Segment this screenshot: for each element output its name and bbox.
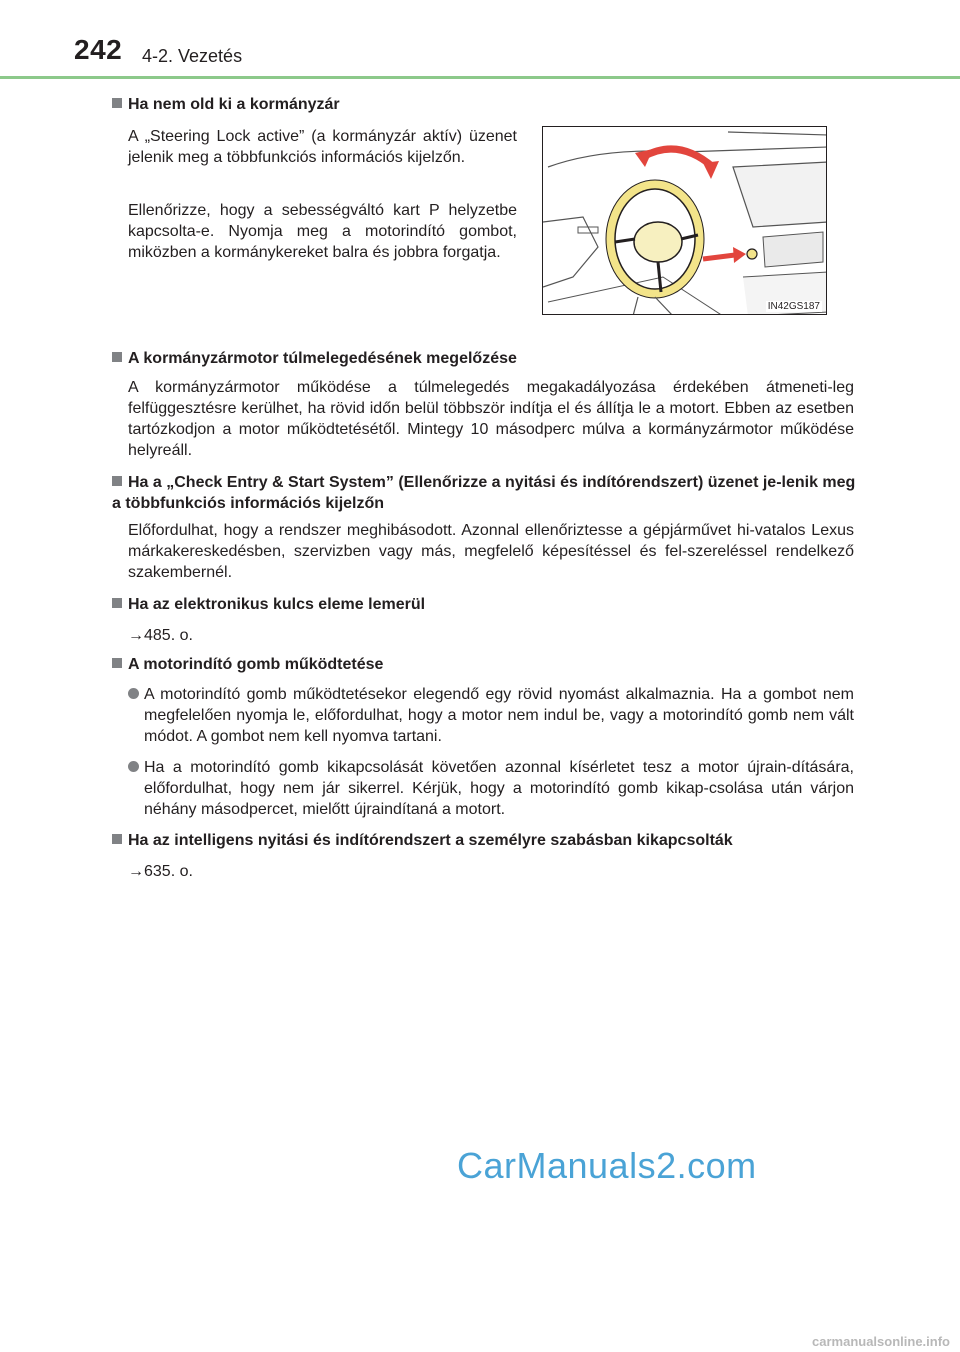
square-bullet-icon (112, 834, 122, 844)
paragraph: A „Steering Lock active” (a kormányzár aktív) üzenet jelenik meg a többfunkciós információs kijelzőn. (128, 128, 517, 166)
square-bullet-icon (112, 352, 122, 362)
figure-code: IN42GS187 (767, 301, 820, 312)
heading-lock-motor-overheat: A kormányzármotor túlmelegedésének megelőzése (112, 348, 857, 369)
page-number: 242 (74, 34, 123, 65)
footer-watermark: carmanualsonline.info (812, 1334, 950, 1349)
list-item: A motorindító gomb működtetésekor elegendő egy rövid nyomást alkalmaznia. Ha a gombot nem megfelelően nyomja le, előfordulhat, hogy a motor nem indul be, vagy a motorindító gomb nem vált módot. A gombot nem kell nyomva tartani. (128, 684, 854, 747)
round-bullet-icon (128, 761, 139, 772)
steering-lock-illustration (543, 127, 827, 315)
paragraph: A kormányzármotor működése a túlmelegedés megakadályozása érdekében átmeneti-leg felfüggesztésre kerülhet, ha rövid időn belül többször indítja el és állítja le a motort. Ebben az esetben tartózkodjon a motor működtetésétől. Mintegy 10 másodperc múlva a kormányzármotor működése helyreáll. (128, 379, 854, 459)
square-bullet-icon (112, 658, 122, 668)
square-bullet-icon (112, 476, 122, 486)
heading-start-button: A motorindító gomb működtetése (112, 654, 857, 675)
steering-wheel-figure (542, 126, 827, 315)
paragraph: Ellenőrizze, hogy a sebességváltó kart P helyzetbe kapcsolta-e. Nyomja meg a motorindító gombot, miközben a kormánykereket balra és jobbra forgatja. (128, 202, 517, 261)
page-reference: →485. o. (128, 627, 193, 644)
page-reference: →635. o. (128, 863, 193, 880)
paragraph: Előfordulhat, hogy a rendszer meghibásodott. Azonnal ellenőriztesse a gépjárművet hi-vatalos Lexus márkakereskedésben, szervizben vagy más, megfelelő képesítéssel és fel-szereléssel rendelkező szakembernél. (128, 522, 854, 581)
watermark-logo: CarManuals2.com (457, 1145, 757, 1186)
round-bullet-icon (128, 688, 139, 699)
heading-steering-lock: Ha nem old ki a kormányzár (112, 94, 857, 115)
header-divider (0, 76, 960, 79)
list-item: Ha a motorindító gomb kikapcsolását követően azonnal kísérletet tesz a motor újrain-dítására, előfordulhat, hogy nem jár sikerrel. Kérjük, hogy a motorindító gomb kikap-csolása után várjon néhány másodpercet, mielőtt újraindítaná a motort. (128, 757, 854, 820)
section-title: 4-2. Vezetés (142, 46, 243, 66)
heading-key-battery: Ha az elektronikus kulcs eleme lemerül (112, 594, 857, 615)
page-header (0, 0, 960, 80)
heading-smart-system-disabled: Ha az intelligens nyitási és indítórendszert a személyre szabásban kikapcsolták (112, 830, 857, 851)
heading-check-entry-start: Ha a „Check Entry & Start System” (Ellenőrizze a nyitási és indítórendszert) üzenet je-lenik meg a többfunkciós információs kijelzőn (112, 474, 856, 512)
square-bullet-icon (112, 598, 122, 608)
square-bullet-icon (112, 98, 122, 108)
